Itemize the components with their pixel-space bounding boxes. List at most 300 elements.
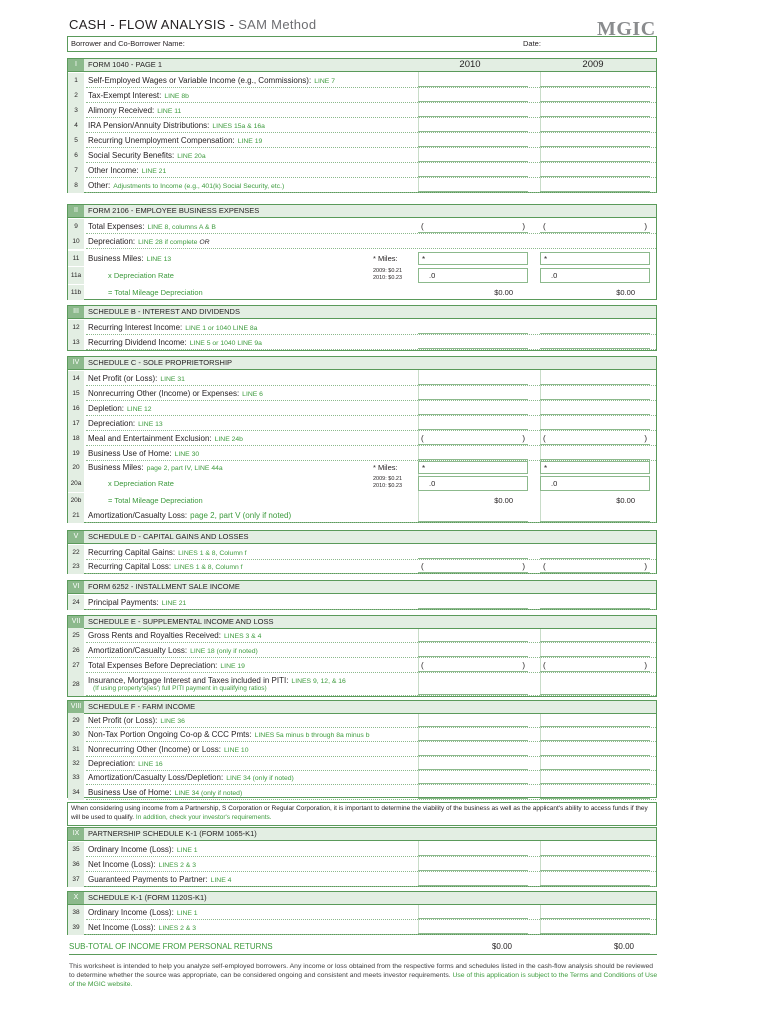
line-number: 19 [68, 446, 84, 461]
section-header [68, 531, 656, 544]
value-2009-input[interactable] [540, 387, 650, 400]
section-number: III [68, 306, 84, 318]
line-number: 17 [68, 416, 84, 431]
title-method: SAM Method [238, 17, 317, 32]
label-text: Recurring Dividend Income: [88, 338, 187, 347]
line-row [68, 88, 656, 103]
section-title: FORM 1040 - PAGE 1 [88, 60, 163, 69]
line-11b-2010-total: $0.00 [494, 288, 513, 297]
line-number: 16 [68, 401, 84, 416]
label-text: Non-Tax Portion Ongoing Co-op & CCC Pmts: [88, 730, 252, 740]
notice-green-text: In addition, check your investor's requirements. [135, 814, 272, 821]
value-2009-input[interactable] [540, 447, 650, 460]
value-2009-input[interactable] [540, 743, 650, 756]
line-ref: LINES 5a minus b through 8a minus b [254, 732, 370, 740]
value-2010-input[interactable] [418, 858, 528, 871]
value-2009-input[interactable] [540, 417, 650, 430]
line-row [68, 133, 656, 148]
label-text: Other: [88, 181, 111, 190]
section-form-2106 [67, 204, 657, 300]
section-title: FORM 6252 - INSTALLMENT SALE INCOME [88, 582, 240, 591]
label-text: Depreciation: [88, 758, 136, 768]
section-schedule-c [67, 356, 657, 523]
section-number: VIII [68, 701, 84, 713]
line-row [68, 508, 656, 523]
or-text: OR [199, 239, 210, 246]
line-number: 2 [68, 88, 84, 103]
section-number: VII [68, 616, 84, 628]
line-number: 5 [68, 133, 84, 148]
line-row [68, 742, 656, 757]
label-text: Business Use of Home: [88, 787, 172, 797]
section-header [68, 306, 656, 319]
label-text: Depreciation: [88, 419, 136, 428]
subtotal-row [69, 939, 657, 955]
line-number: 30 [68, 727, 84, 742]
value-2010-input[interactable]: ( ) [418, 659, 528, 672]
value-2009-input[interactable] [540, 596, 650, 609]
value-2010-input[interactable] [418, 104, 528, 117]
value-2010-input[interactable] [418, 771, 528, 784]
line-20-2010-miles-input[interactable]: * [418, 461, 528, 474]
rate-value: .0 [551, 479, 558, 488]
line-number: 11a [68, 267, 84, 284]
line-ref: LINE 21 [141, 168, 167, 175]
section-number: II [68, 205, 84, 217]
line-number: 38 [68, 905, 84, 920]
line-row [68, 371, 656, 386]
value-2009-input[interactable] [540, 164, 650, 177]
date-label: Date: [523, 39, 541, 48]
line-number: 35 [68, 842, 84, 857]
value-2010-input[interactable] [418, 321, 528, 334]
line-number: 36 [68, 857, 84, 872]
line-ref: LINE 21 [161, 600, 187, 607]
label-text: Amortization/Casualty Loss/Depletion: [88, 773, 224, 783]
miles-label: * Miles: [373, 254, 398, 263]
section-header [68, 892, 656, 905]
footer-disclaimer [69, 962, 659, 989]
year-2010-header: 2010 [459, 59, 481, 70]
line-ref: LINE 18 (only if noted) [190, 648, 258, 655]
section-schedule-e [67, 615, 657, 697]
value-2010-input[interactable] [418, 509, 528, 522]
label-text: Guaranteed Payments to Partner: [88, 875, 208, 884]
value-2010-input[interactable] [418, 714, 528, 727]
value-2009-input[interactable] [540, 682, 650, 695]
label-text: Alimony Received: [88, 106, 155, 115]
label-text: Nonrecurring Other (Income) or Loss: [88, 744, 221, 754]
line-20b-2010-total: $0.00 [494, 496, 513, 505]
value-2010-input[interactable] [418, 74, 528, 87]
section-number: V [68, 531, 84, 543]
value-2009-input[interactable] [540, 119, 650, 132]
section-title: FORM 2106 - EMPLOYEE BUSINESS EXPENSES [88, 206, 260, 215]
value-2010-input[interactable] [418, 629, 528, 642]
line-row [68, 401, 656, 416]
section-number: VI [68, 581, 84, 593]
value-2009-input[interactable] [540, 757, 650, 770]
label-text: Net Profit (or Loss): [88, 374, 158, 383]
footer-text: This worksheet is intended to help you analyze self-employed borrowers. Any income or loss obtained from the respective forms and schedules listed in the cash-flow analysis should be reviewed to determine whether the source was appropriate, can be considered ongoing and consistent and meets investor requirements. [69, 963, 654, 979]
line-ref: LINES 3 & 4 [223, 633, 262, 640]
line-ref: LINE 1 [176, 847, 198, 854]
label-text: Recurring Capital Loss: [88, 562, 172, 571]
line-20b-row [68, 493, 656, 508]
line-20a-2010-value [418, 476, 528, 491]
value-2010-input[interactable] [418, 921, 528, 934]
line-ref: LINE 24b [214, 436, 243, 443]
line-ref: LINE 1 [176, 910, 198, 917]
value-2009-input[interactable] [540, 728, 650, 741]
section-title: SCHEDULE E - SUPPLEMENTAL INCOME AND LOSS [88, 617, 274, 626]
line-label [88, 508, 291, 523]
line-number: 27 [68, 658, 84, 673]
value-2009-input[interactable] [540, 906, 650, 919]
label-text: Depletion: [88, 404, 125, 413]
value-2010-input[interactable] [418, 682, 528, 695]
line-label [88, 460, 223, 476]
line-number: 1 [68, 73, 84, 88]
label-text: Tax-Exempt Interest: [88, 91, 162, 100]
line-ref: LINE 10 [223, 746, 249, 754]
subtotal-2010: $0.00 [491, 942, 512, 951]
line-note: (If using property's(ies') full PITI payment in qualifying ratios) [93, 685, 267, 692]
label-text: Net Profit (or Loss): [88, 716, 158, 725]
rate-2010: 2010: $0.23 [373, 483, 403, 489]
line-ref: LINE 19 [220, 663, 245, 670]
line-9-2010-input[interactable]: ( ) [418, 220, 528, 233]
line-number: 7 [68, 163, 84, 178]
line-20b-2009-total: $0.00 [616, 496, 635, 505]
section-header [68, 581, 656, 594]
section-form-1040 [67, 58, 657, 193]
section-title: SCHEDULE F - FARM INCOME [88, 702, 196, 711]
line-number: 20 [68, 460, 84, 475]
section-schedule-b [67, 305, 657, 351]
rate-text [373, 268, 402, 282]
value-2009-input[interactable] [540, 858, 650, 871]
section-title: SCHEDULE D - CAPITAL GAINS AND LOSSES [88, 532, 249, 541]
line-ref: LINE 13 [138, 421, 163, 428]
line-ref: LINE 5 or 1040 LINE 9a [189, 340, 262, 347]
value-2009-input[interactable] [540, 321, 650, 334]
line-row [68, 118, 656, 133]
line-row [68, 756, 656, 771]
label-text: Business Miles: [88, 254, 144, 263]
line-ref: LINE 1 or 1040 LINE 8a [185, 325, 258, 332]
section-number: IX [68, 828, 84, 840]
value-2010-input[interactable] [418, 179, 528, 192]
line-row [68, 416, 656, 431]
value-2010-input[interactable] [418, 546, 528, 559]
label-text: Self-Employed Wages or Variable Income (e.g., Commissions): [88, 76, 312, 85]
line-ref: LINE 30 [174, 451, 200, 458]
line-number: 23 [68, 559, 84, 574]
value-2009-input[interactable] [540, 336, 650, 349]
line-label: = Total Mileage Depreciation [108, 496, 203, 505]
section-number: I [68, 59, 84, 71]
line-row [68, 713, 656, 728]
line-row [68, 673, 656, 696]
label-text: Amortization/Casualty Loss: [88, 646, 188, 655]
value-2009-input[interactable] [540, 89, 650, 102]
label-text: Business Miles: [88, 463, 144, 472]
value-2010-input[interactable]: ( ) [418, 432, 528, 445]
line-20-row [68, 460, 656, 475]
value-2009-input[interactable] [540, 873, 650, 886]
label-text: Insurance, Mortgage Interest and Taxes included in PITI: [88, 676, 289, 685]
value-2009-input[interactable] [540, 74, 650, 87]
section-header [68, 205, 656, 218]
line-number: 29 [68, 713, 84, 728]
line-number: 10 [68, 234, 84, 249]
line-row [68, 727, 656, 742]
label-text: Depreciation: [88, 237, 136, 246]
label-text: Total Expenses: [88, 222, 145, 231]
line-number: 21 [68, 508, 84, 523]
line-number: 11 [68, 251, 84, 266]
line-label: x Depreciation Rate [108, 271, 174, 280]
rate-value: .0 [429, 271, 436, 280]
line-number: 33 [68, 770, 84, 785]
line-ref: LINE 6 [242, 391, 263, 398]
line-ref: LINE 16 [138, 760, 163, 768]
line-ref: LINE 12 [127, 406, 152, 413]
value-2009-input[interactable] [540, 179, 650, 192]
line-10-row [68, 234, 656, 249]
value-2010-input[interactable] [418, 757, 528, 770]
section-header [68, 59, 656, 72]
line-11a-row [68, 267, 656, 284]
line-11a-2010-value [418, 268, 528, 283]
line-ref: LINE 36 [160, 718, 185, 725]
line-row [68, 770, 656, 785]
line-row [68, 446, 656, 461]
rate-2009: 2009: $0.21 [373, 476, 403, 482]
line-number: 22 [68, 545, 84, 560]
line-row [68, 842, 656, 857]
value-2010-input[interactable] [418, 372, 528, 385]
label-text: Meal and Entertainment Exclusion: [88, 434, 212, 443]
value-2009-input[interactable] [540, 402, 650, 415]
section-form-6252 [67, 580, 657, 610]
line-row [68, 628, 656, 643]
line-number: 39 [68, 920, 84, 935]
line-20-2009-miles-input[interactable]: * [540, 461, 650, 474]
section-schedule-d [67, 530, 657, 574]
line-11-row [68, 251, 656, 266]
value-2010-input[interactable] [418, 644, 528, 657]
label-text: Other Income: [88, 166, 139, 175]
rate-value: .0 [551, 271, 558, 280]
line-row [68, 73, 656, 88]
line-number: 20a [68, 475, 84, 492]
value-2009-input[interactable] [540, 843, 650, 856]
label-text: Principal Payments: [88, 598, 159, 607]
line-number: 32 [68, 756, 84, 771]
rate-2009: 2009: $0.21 [373, 268, 403, 274]
value-2010-input[interactable] [418, 387, 528, 400]
value-2010-input[interactable] [418, 149, 528, 162]
value-2009-input[interactable] [540, 629, 650, 642]
line-row [68, 386, 656, 401]
line-row [68, 103, 656, 118]
label-text: Recurring Interest Income: [88, 323, 183, 332]
value-2009-input[interactable] [540, 134, 650, 147]
rate-value: .0 [429, 479, 436, 488]
line-row [68, 178, 656, 193]
line-number: 8 [68, 178, 84, 193]
line-number: 28 [68, 673, 84, 696]
page-title [69, 17, 316, 32]
line-number: 3 [68, 103, 84, 118]
line-row [68, 431, 656, 446]
line-ref: LINES 1 & 8, Column f [174, 564, 243, 571]
footer-terms-text: Use of this application is subject to the Terms and Conditions of Use of the MGIC website. [69, 972, 658, 988]
title-main: CASH - FLOW ANALYSIS - [69, 17, 239, 32]
line-row [68, 595, 656, 610]
line-row [68, 148, 656, 163]
value-2009-input[interactable] [540, 644, 650, 657]
line-ref: LINE 19 [237, 138, 263, 145]
line-number: 20b [68, 493, 84, 508]
line-number: 13 [68, 335, 84, 350]
line-number: 9 [68, 219, 84, 234]
value-2009-input[interactable] [540, 714, 650, 727]
line-ref: LINES 15a & 16a [212, 123, 265, 130]
line-number: 31 [68, 742, 84, 757]
section-number: IV [68, 357, 84, 369]
line-9-2009-input[interactable]: ( ) [540, 220, 650, 233]
line-ref: LINES 2 & 3 [158, 862, 196, 869]
value-2009-input[interactable]: ( ) [540, 659, 650, 672]
value-2009-input[interactable] [540, 104, 650, 117]
label-text: Recurring Capital Gains: [88, 548, 176, 557]
line-ref: LINE 20a [177, 153, 206, 160]
value-2009-input[interactable] [540, 786, 650, 799]
line-number: 37 [68, 872, 84, 887]
value-2009-input[interactable] [540, 509, 650, 522]
line-ref: LINE 8, columns A & B [147, 224, 216, 231]
value-2009-input[interactable] [540, 372, 650, 385]
label-text: Gross Rents and Royalties Received: [88, 631, 221, 640]
mgic-logo: MGIC [597, 18, 656, 40]
line-row [68, 658, 656, 673]
section-partnership-k1 [67, 827, 657, 887]
value-2009-input[interactable]: ( ) [540, 432, 650, 445]
value-2010-input[interactable] [418, 164, 528, 177]
value-2010-input[interactable] [418, 786, 528, 799]
section-schedule-f [67, 700, 657, 798]
value-2010-input[interactable] [418, 873, 528, 886]
line-ref: LINE 13 [146, 256, 172, 263]
label-text: Nonrecurring Other (Income) or Expenses: [88, 389, 240, 398]
value-2009-input[interactable] [540, 546, 650, 559]
value-2010-input[interactable] [418, 743, 528, 756]
line-row [68, 857, 656, 872]
line-ref: LINE 34 (only if noted) [226, 775, 294, 783]
value-2009-input[interactable] [540, 149, 650, 162]
line-ref [138, 239, 209, 246]
miles-label: * Miles: [373, 463, 398, 472]
value-2010-input[interactable] [418, 119, 528, 132]
line-ref: LINE 31 [160, 376, 185, 383]
line-ref: LINES 2 & 3 [158, 925, 196, 932]
year-2009-header: 2009 [582, 59, 604, 70]
line-9-row [68, 219, 656, 234]
line-row [68, 920, 656, 935]
section-title: PARTNERSHIP SCHEDULE K-1 (FORM 1065-K1) [88, 829, 257, 838]
line-number: 25 [68, 628, 84, 643]
value-2009-input[interactable] [540, 921, 650, 934]
line-row [68, 320, 656, 335]
line-ref: LINE 8b [164, 93, 189, 100]
notice-text: When considering using income from a Partnership, S Corporation or Regular Corporation, it is important to determine the viability of the business as well as the applicant's ability to access funds if they will be used to qualify. [71, 805, 648, 821]
line-ref: LINE 7 [314, 78, 335, 85]
section-schedule-k1 [67, 891, 657, 935]
subtotal-2009: $0.00 [613, 942, 634, 951]
borrower-row [67, 36, 657, 52]
value-2010-input[interactable] [418, 843, 528, 856]
ref-text: LINE 28 if complete [138, 239, 198, 246]
line-row [68, 163, 656, 178]
line-ref: LINES 1 & 8, Column f [178, 550, 247, 557]
rate-text [373, 476, 402, 490]
value-2010-input[interactable] [418, 402, 528, 415]
line-label [88, 251, 171, 267]
line-number: 11b [68, 285, 84, 300]
section-title: SCHEDULE C - SOLE PROPRIETORSHIP [88, 358, 233, 367]
value-2010-input[interactable] [418, 89, 528, 102]
line-11b-row [68, 285, 656, 300]
line-ref: page 2, part IV, LINE 44a [146, 465, 223, 472]
line-number: 18 [68, 431, 84, 446]
value-2009-input[interactable]: ( ) [540, 560, 650, 573]
label-text: Ordinary Income (Loss): [88, 908, 174, 917]
value-2010-input[interactable] [418, 134, 528, 147]
line-11a-2009-value [540, 268, 650, 283]
value-2010-input[interactable] [418, 417, 528, 430]
line-row [68, 872, 656, 887]
section-header [68, 828, 656, 841]
label-text: Net Income (Loss): [88, 860, 156, 869]
label-text: IRA Pension/Annuity Distributions: [88, 121, 210, 130]
label-text: Net Income (Loss): [88, 923, 156, 932]
line-ref: LINE 4 [210, 877, 232, 884]
line-row [68, 905, 656, 920]
line-number: 14 [68, 371, 84, 386]
value-2010-input[interactable] [418, 728, 528, 741]
value-2010-input[interactable] [418, 447, 528, 460]
line-row [68, 335, 656, 350]
section-header [68, 357, 656, 370]
value-2010-input[interactable] [418, 906, 528, 919]
value-2010-input[interactable]: ( ) [418, 560, 528, 573]
line-20a-row [68, 475, 656, 492]
label-text: Total Expenses Before Depreciation: [88, 661, 218, 670]
label-text: Social Security Benefits: [88, 151, 175, 160]
line-row [68, 785, 656, 800]
value-2010-input[interactable] [418, 596, 528, 609]
line-11-2009-miles-input[interactable]: * [540, 252, 650, 265]
label-text: Ordinary Income (Loss): [88, 845, 174, 854]
line-number: 24 [68, 595, 84, 610]
line-11-2010-miles-input[interactable]: * [418, 252, 528, 265]
value-2009-input[interactable] [540, 771, 650, 784]
line-ref: LINE 34 (only if noted) [174, 789, 243, 797]
value-2010-input[interactable] [418, 336, 528, 349]
